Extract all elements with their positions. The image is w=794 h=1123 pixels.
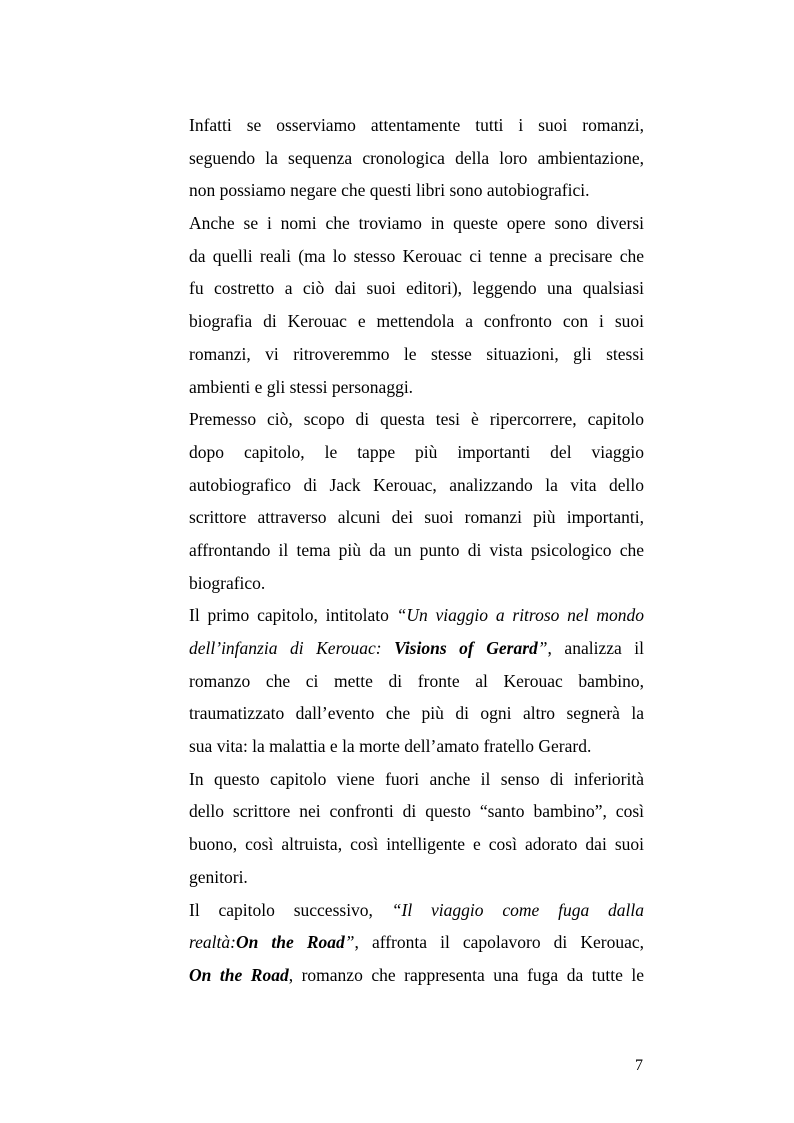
chapter-title-text: ” — [344, 932, 355, 953]
text-line: genitori. — [189, 866, 248, 887]
text-line: seguendo la sequenza cronologica della loro ambientazione, — [189, 147, 644, 168]
text-line: Anche se i nomi che troviamo in queste opere sono diversi — [189, 213, 644, 234]
text-line: biografico. — [189, 572, 266, 593]
book-title: On the Road — [189, 964, 289, 985]
text-line: sua vita: la malattia e la morte dell’amato fratello Gerard. — [189, 736, 592, 757]
text-line: traumatizzato dall’evento che più di ogni altro segnerà la — [189, 703, 644, 724]
chapter-title-text: “Un viaggio a ritroso nel mondo — [396, 605, 644, 626]
book-title: Visions of Gerard — [394, 638, 538, 658]
text-line: fu costretto a ciò dai suoi editori), leggendo una qualsiasi — [189, 278, 644, 299]
paragraph — [189, 113, 644, 211]
text-segment: Il capitolo successivo, — [189, 899, 392, 920]
text-line — [189, 963, 644, 996]
text-line: buono, così altruista, così intelligente e così adorato dai suoi — [189, 834, 644, 855]
page-number: 7 — [635, 1057, 643, 1074]
text-segment: , affronta il capolavoro di Kerouac, — [354, 932, 644, 953]
paragraph — [189, 407, 644, 603]
text-line: In questo capitolo viene fuori anche il senso di inferiorità — [189, 768, 644, 789]
text-line: Premesso ciò, scopo di questa tesi è ripercorrere, capitolo — [189, 409, 644, 430]
text-line: dello scrittore nei confronti di questo “santo bambino”, così — [189, 801, 644, 822]
body-text — [189, 113, 644, 996]
chapter-title-text: realtà: — [189, 932, 236, 953]
text-line: biografia di Kerouac e mettendola a confronto con i suoi — [189, 311, 644, 332]
book-title: On the Road — [235, 932, 345, 953]
text-line: dopo capitolo, le tappe più importanti del viaggio — [189, 441, 644, 462]
text-segment: Il primo capitolo, intitolato — [189, 605, 397, 626]
chapter-title-text: “Il viaggio come fuga dalla — [391, 899, 644, 920]
paragraph — [189, 211, 644, 407]
text-line: da quelli reali (ma lo stesso Kerouac ci tenne a precisare che — [189, 245, 644, 266]
text-line: romanzo che ci mette di fronte al Kerouac bambino, — [189, 670, 644, 691]
text-segment: , romanzo che rappresenta una fuga da tutte le — [288, 964, 644, 985]
text-line: autobiografico di Jack Kerouac, analizzando la vita dello — [189, 474, 644, 495]
paragraph — [189, 767, 644, 898]
text-segment: , analizza il — [547, 638, 644, 658]
paragraph — [189, 603, 644, 766]
text-line: romanzi, vi ritroveremmo le stesse situazioni, gli stessi — [189, 343, 644, 364]
text-line — [189, 898, 644, 931]
chapter-title-text: ” — [537, 638, 548, 658]
text-line: affrontando il tema più da un punto di vista psicologico che — [189, 539, 644, 560]
text-line: non possiamo negare che questi libri sono autobiografici. — [189, 180, 590, 201]
text-line: ambienti e gli stessi personaggi. — [189, 376, 414, 397]
text-line — [189, 930, 644, 963]
text-line: scrittore attraverso alcuni dei suoi romanzi più importanti, — [189, 507, 644, 528]
text-line — [189, 636, 644, 669]
chapter-title-text: dell’infanzia di Kerouac: — [189, 638, 395, 658]
text-line — [189, 603, 644, 636]
text-line: Infatti se osserviamo attentamente tutti i suoi romanzi, — [189, 115, 644, 135]
paragraph — [189, 898, 644, 996]
